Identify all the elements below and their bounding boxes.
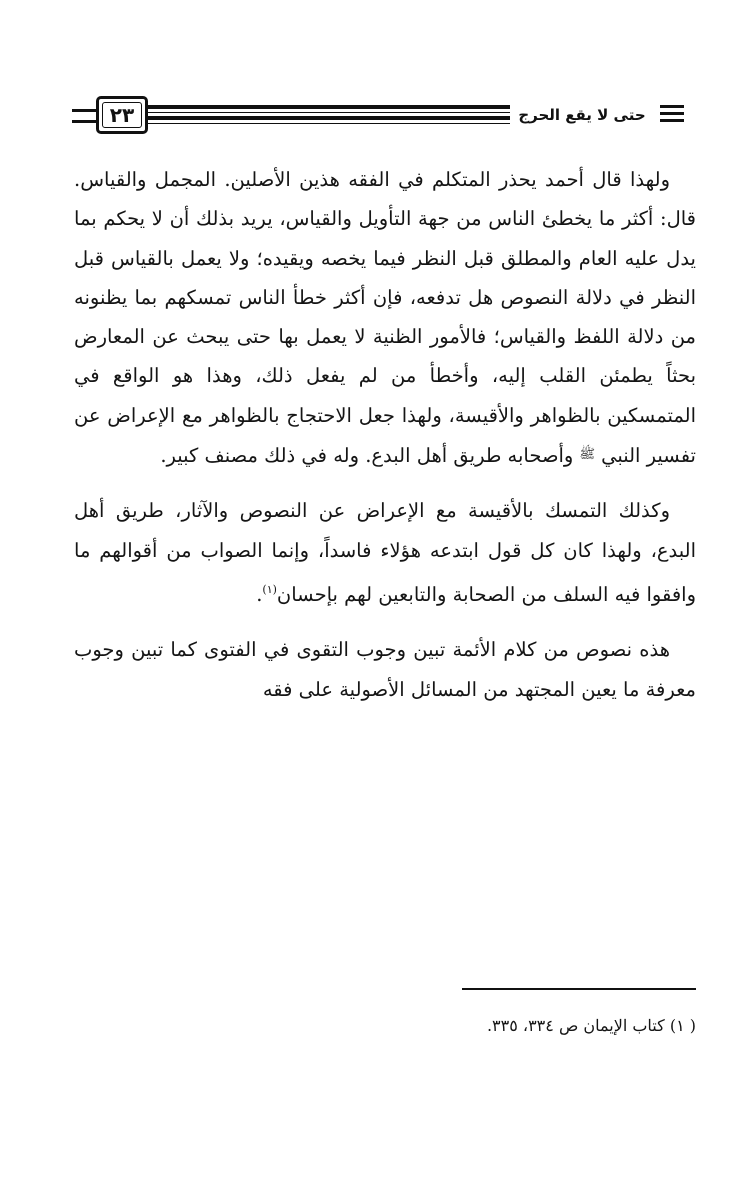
page-number-frame [96,96,148,134]
header-ornament-left [72,109,96,123]
page-number: ٢٣ [102,102,142,128]
paragraph-2-end: . [256,582,263,606]
header-ornament-right [660,105,684,123]
paragraph-3: هذه نصوص من كلام الأئمة تبين وجوب التقوى في الفتوى كما تبين وجوب معرفة ما يعين المجتهد من المسائل الأصولية على فقه [74,638,696,701]
paragraph-1-end: وأصحابه طريق أهل البدع. وله في ذلك مصنف كبير. [160,444,574,468]
honorific-symbol: ﷺ [579,447,596,463]
footnote-separator [462,988,696,990]
header-rule [148,105,510,125]
footnote-marker: (١) [262,582,277,596]
running-header [72,96,684,136]
paragraph-2-text: وكذلك التمسك بالأقيسة مع الإعراض عن النصوص والآثار، طريق أهل البدع، ولهذا كان كل قول ابتدعه هؤلاء فاسداً، وإنما الصواب من أقوالهم ما وافقوا فيه السلف من الصحابة والتابعين لهم بإحسان [74,499,696,606]
paragraph-2 [74,491,696,614]
footnote: ( ١) كتاب الإيمان ص ٣٣٤، ٣٣٥. [486,1016,696,1035]
book-title: حتى لا يقع الحرج [518,106,646,124]
paragraph-1 [74,160,696,475]
paragraph-1-text: ولهذا قال أحمد يحذر المتكلم في الفقه هذين الأصلين. المجمل والقياس. قال: أكثر ما يخطئ الناس من جهة التأويل والقياس، يريد بذلك أن لا يحكم بما يدل عليه العام والمطلق قبل النظر فيما يخصه ويقيده؛ ولا يعمل بالقياس قبل النظر في دلالة النصوص هل تدفعه، فإن أكثر خطأ الناس تمسكهم بما يظنونه من دلالة اللفظ والقياس؛ فالأمور الظنية لا يعمل بها حتى يبحث عن المعارض بحثاً يطمئن القلب إليه، وأخطأ من لم يفعل ذلك، وهذا هو الواقع في المتمسكين بالظواهر والأقيسة، ولهذا جعل الاحتجاج بالظواهر مع الإعراض عن تفسير النبي [74,168,696,468]
main-text [74,160,696,709]
